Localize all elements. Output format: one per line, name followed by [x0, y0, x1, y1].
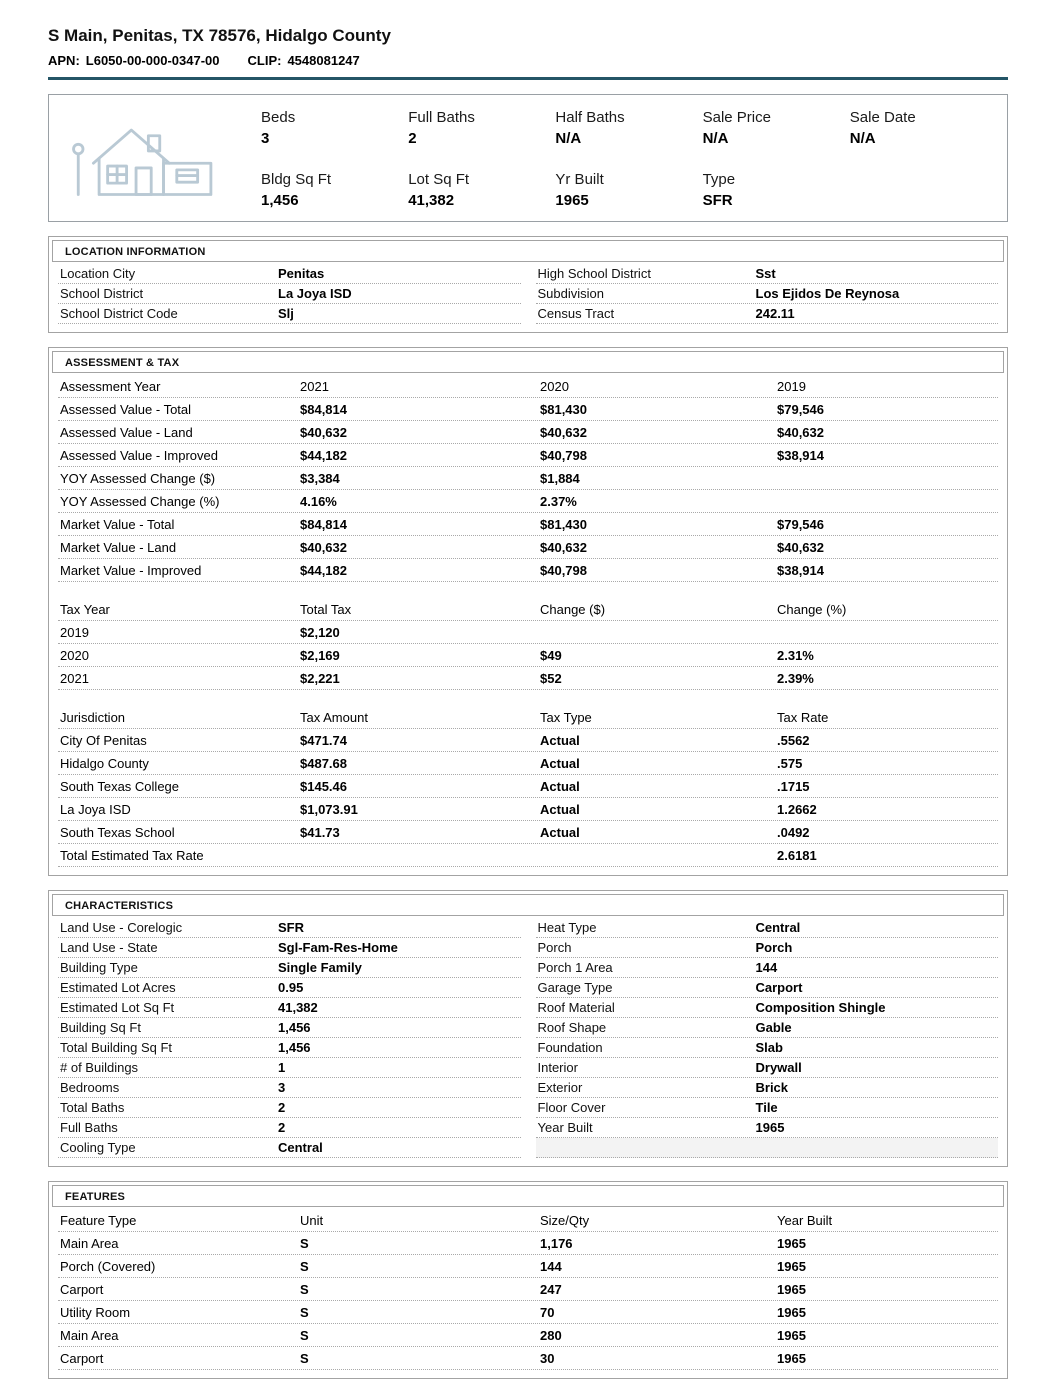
cell-value: $38,914 [777, 447, 824, 463]
house-icon [49, 95, 261, 221]
info-row [536, 918, 999, 938]
field-label: Land Use - State [60, 940, 158, 955]
field-label: Land Use - Corelogic [60, 920, 183, 935]
summary-field-label: Type [702, 171, 736, 188]
summary-field-label: Sale Date [849, 109, 916, 126]
info-row [58, 918, 521, 938]
field-value: Composition Shingle [755, 1000, 886, 1015]
table-row [58, 513, 998, 536]
column-header: Change ($) [540, 601, 606, 617]
info-row [536, 978, 999, 998]
column-header: Unit [300, 1212, 324, 1228]
field-label: Foundation [537, 1040, 603, 1055]
cell-value: $40,798 [540, 447, 587, 463]
table-row [58, 729, 998, 752]
field-value: Sst [755, 266, 776, 281]
table-row [58, 444, 998, 467]
row-label: South Texas School [60, 824, 175, 840]
cell-value: $40,632 [777, 539, 824, 555]
info-row [58, 1038, 521, 1058]
field-label: Full Baths [60, 1120, 118, 1135]
summary-field-label: Sale Price [702, 109, 771, 126]
field-label: High School District [537, 266, 651, 281]
summary-field [555, 171, 702, 209]
field-label: School District [60, 286, 144, 301]
cell-value: $2,169 [300, 647, 340, 663]
cell-value: 30 [540, 1350, 555, 1366]
cell-value: 1965 [777, 1350, 806, 1366]
column-header: Change (%) [777, 601, 847, 617]
row-label: Assessed Value - Improved [60, 447, 218, 463]
table-row [58, 421, 998, 444]
cell-value: $40,632 [540, 424, 587, 440]
info-row [536, 1058, 999, 1078]
field-label: Total Building Sq Ft [60, 1040, 173, 1055]
cell-value: $79,546 [777, 516, 824, 532]
characteristics-section-title: CHARACTERISTICS [52, 894, 1004, 916]
summary-row-1 [261, 109, 997, 147]
features-section-title: FEATURES [52, 1185, 1004, 1207]
table-row [58, 1278, 998, 1301]
location-section-title: LOCATION INFORMATION [52, 240, 1004, 262]
cell-value: $52 [540, 670, 562, 686]
info-row [58, 938, 521, 958]
cell-value: .575 [777, 755, 803, 771]
row-label: 2019 [60, 624, 89, 640]
info-row [536, 1018, 999, 1038]
field-label: Floor Cover [537, 1100, 606, 1115]
row-label: Total Estimated Tax Rate [60, 847, 204, 863]
info-row [58, 264, 521, 284]
info-row [58, 284, 521, 304]
field-value: 3 [278, 1080, 286, 1095]
cell-value: $40,632 [300, 539, 347, 555]
column-header: Total Tax [300, 601, 352, 617]
clip-label: CLIP: [247, 53, 282, 68]
cell-value: $2,120 [300, 624, 340, 640]
info-row [58, 1098, 521, 1118]
row-label: Carport [60, 1281, 104, 1297]
cell-value: Actual [540, 732, 580, 748]
apn-group [48, 53, 220, 68]
cell-value: 2.37% [540, 493, 577, 509]
cell-value: $84,814 [300, 401, 347, 417]
cell-value: $3,384 [300, 470, 340, 486]
column-header: Tax Year [60, 601, 110, 617]
summary-field-value: N/A [555, 130, 582, 147]
table-row [58, 821, 998, 844]
field-value: Slab [755, 1040, 783, 1055]
field-value: Single Family [278, 960, 362, 975]
summary-field-label: Beds [261, 109, 296, 126]
field-value: Sgl-Fam-Res-Home [278, 940, 398, 955]
row-label: Assessed Value - Total [60, 401, 192, 417]
page-title: S Main, Penitas, TX 78576, Hidalgo County [48, 26, 391, 45]
cell-value: $49 [540, 647, 562, 663]
row-label: Main Area [60, 1235, 119, 1251]
summary-field-label: Lot Sq Ft [408, 171, 470, 188]
tax-years-header [58, 598, 998, 621]
summary-field-value: 1,456 [261, 192, 299, 209]
column-header: Feature Type [60, 1212, 137, 1228]
column-header: Year Built [777, 1212, 833, 1228]
field-value: La Joya ISD [278, 286, 352, 301]
field-value: 144 [755, 960, 778, 975]
field-label: Total Baths [60, 1100, 125, 1115]
summary-field-label: Half Baths [555, 109, 625, 126]
cell-value: 1965 [777, 1327, 806, 1343]
field-value: 1 [278, 1060, 286, 1075]
column-header: Assessment Year [60, 378, 161, 394]
summary-field [261, 171, 408, 209]
cell-value: $84,814 [300, 516, 347, 532]
cell-value: $79,546 [777, 401, 824, 417]
field-label: # of Buildings [60, 1060, 139, 1075]
location-right-column [536, 264, 999, 324]
field-label: Subdivision [537, 286, 604, 301]
row-label: Market Value - Total [60, 516, 175, 532]
info-row [58, 1058, 521, 1078]
summary-field [408, 171, 555, 209]
info-row [58, 1118, 521, 1138]
jurisdiction-header [58, 706, 998, 729]
field-value: 1,456 [278, 1020, 311, 1035]
field-value: 2 [278, 1100, 286, 1115]
cell-value: 280 [540, 1327, 562, 1343]
table-row [58, 1324, 998, 1347]
characteristics-left-column [58, 918, 521, 1158]
cell-value: 247 [540, 1281, 562, 1297]
field-label: Location City [60, 266, 136, 281]
row-label: La Joya ISD [60, 801, 131, 817]
field-value: 0.95 [278, 980, 304, 995]
table-row [58, 559, 998, 582]
cell-value: Actual [540, 801, 580, 817]
table-row [58, 752, 998, 775]
cell-value: S [300, 1350, 309, 1366]
field-value: Los Ejidos De Reynosa [755, 286, 900, 301]
table-row [58, 398, 998, 421]
column-header: 2019 [777, 378, 806, 394]
characteristics-section [48, 890, 1008, 1167]
info-row [536, 1098, 999, 1118]
table-row [58, 1347, 998, 1370]
cell-value: 1965 [777, 1235, 806, 1251]
column-header: 2021 [300, 378, 329, 394]
cell-value: Actual [540, 824, 580, 840]
info-row [536, 1078, 999, 1098]
field-label: Garage Type [537, 980, 613, 995]
field-value: 242.11 [755, 306, 795, 321]
column-header: 2020 [540, 378, 569, 394]
row-label: Assessed Value - Land [60, 424, 193, 440]
assessment-section-title: ASSESSMENT & TAX [52, 351, 1004, 373]
cell-value: 70 [540, 1304, 555, 1320]
cell-value: S [300, 1327, 309, 1343]
column-header: Tax Type [540, 709, 592, 725]
summary-field [850, 109, 997, 147]
assessment-tax-section [48, 347, 1008, 876]
summary-field [261, 109, 408, 147]
info-row [536, 1138, 999, 1158]
field-value: Gable [755, 1020, 792, 1035]
cell-value: 2.31% [777, 647, 814, 663]
info-row [58, 1078, 521, 1098]
summary-field-label: Bldg Sq Ft [261, 171, 332, 188]
summary-field-label: Full Baths [408, 109, 475, 126]
column-header: Tax Rate [777, 709, 829, 725]
row-label: Porch (Covered) [60, 1258, 156, 1274]
row-label: Main Area [60, 1327, 119, 1343]
info-row [58, 1138, 521, 1158]
clip-group [248, 53, 360, 68]
info-row [536, 264, 999, 284]
cell-value: $487.68 [300, 755, 347, 771]
apn-clip-line [48, 53, 1008, 68]
cell-value: .5562 [777, 732, 810, 748]
summary-field-value: N/A [702, 130, 729, 147]
row-label: Utility Room [60, 1304, 131, 1320]
table-row [58, 644, 998, 667]
column-header: Tax Amount [300, 709, 368, 725]
summary-field-value: 1965 [555, 192, 589, 209]
info-row [58, 998, 521, 1018]
assessment-values-table [58, 398, 998, 582]
cell-value: $471.74 [300, 732, 347, 748]
tax-table [58, 621, 998, 690]
assessment-years-header [58, 375, 998, 398]
field-label: Cooling Type [60, 1140, 136, 1155]
info-row [58, 1018, 521, 1038]
info-row [536, 938, 999, 958]
cell-value: 144 [540, 1258, 562, 1274]
table-row [58, 490, 998, 513]
table-row [58, 798, 998, 821]
field-value: Tile [755, 1100, 778, 1115]
table-row [58, 1301, 998, 1324]
field-value: Central [755, 920, 801, 935]
cell-value: $81,430 [540, 516, 587, 532]
table-row [58, 536, 998, 559]
row-label: Market Value - Land [60, 539, 177, 555]
row-label: Carport [60, 1350, 104, 1366]
info-row [58, 958, 521, 978]
location-left-column [58, 264, 521, 324]
cell-value: $40,632 [777, 424, 824, 440]
summary-field-value: 2 [408, 130, 417, 147]
cell-value: S [300, 1235, 309, 1251]
table-row [58, 1255, 998, 1278]
table-row [58, 467, 998, 490]
cell-value: $40,632 [300, 424, 347, 440]
field-value: SFR [278, 920, 304, 935]
header-divider [48, 77, 1008, 80]
cell-value: $41.73 [300, 824, 340, 840]
field-value: 2 [278, 1120, 286, 1135]
field-label: Heat Type [537, 920, 597, 935]
summary-field [703, 171, 850, 209]
row-label: YOY Assessed Change (%) [60, 493, 220, 509]
summary-field [703, 109, 850, 147]
field-value: Central [278, 1140, 323, 1155]
row-label: South Texas College [60, 778, 180, 794]
column-header: Size/Qty [540, 1212, 590, 1228]
summary-field-value: 3 [261, 130, 270, 147]
summary-field [408, 109, 555, 147]
field-label: Exterior [537, 1080, 583, 1095]
field-label: Estimated Lot Sq Ft [60, 1000, 175, 1015]
row-label: 2021 [60, 670, 89, 686]
cell-value: Actual [540, 755, 580, 771]
cell-value: $44,182 [300, 562, 347, 578]
cell-value: .0492 [777, 824, 810, 840]
property-summary-box [48, 94, 1008, 222]
field-value: 41,382 [278, 1000, 318, 1015]
cell-value: $44,182 [300, 447, 347, 463]
row-label: Market Value - Improved [60, 562, 202, 578]
field-value: Brick [755, 1080, 789, 1095]
cell-value: 1965 [777, 1258, 806, 1274]
field-label: Year Built [537, 1120, 593, 1135]
summary-field [555, 109, 702, 147]
cell-value: $40,632 [540, 539, 587, 555]
summary-field-label: Yr Built [555, 171, 604, 188]
cell-value: $40,798 [540, 562, 587, 578]
jurisdiction-table [58, 729, 998, 867]
info-row [536, 998, 999, 1018]
cell-value: S [300, 1258, 309, 1274]
field-label: Porch [537, 940, 572, 955]
cell-value: $1,884 [540, 470, 580, 486]
info-row [536, 1118, 999, 1138]
field-label: Interior [537, 1060, 578, 1075]
cell-value: Actual [540, 778, 580, 794]
field-value: Carport [755, 980, 803, 995]
location-information-section [48, 236, 1008, 333]
cell-value: S [300, 1281, 309, 1297]
field-label: Estimated Lot Acres [60, 980, 176, 995]
row-label: 2020 [60, 647, 89, 663]
field-label: Porch 1 Area [537, 960, 613, 975]
cell-value: 1965 [777, 1304, 806, 1320]
field-value: Porch [755, 940, 793, 955]
summary-row-2 [261, 171, 997, 209]
table-row [58, 775, 998, 798]
cell-value: 1.2662 [777, 801, 817, 817]
cell-value: 2.6181 [777, 847, 817, 863]
cell-value: $145.46 [300, 778, 347, 794]
info-row [58, 978, 521, 998]
field-label: Census Tract [537, 306, 615, 321]
cell-value: $1,073.91 [300, 801, 358, 817]
table-row [58, 621, 998, 644]
summary-field-value: SFR [702, 192, 733, 209]
cell-value: 1965 [777, 1281, 806, 1297]
row-label: City Of Penitas [60, 732, 147, 748]
clip-value: 4548081247 [287, 53, 360, 68]
field-label: Building Sq Ft [60, 1020, 141, 1035]
info-row [536, 1038, 999, 1058]
info-row [536, 958, 999, 978]
field-value: 1,456 [278, 1040, 311, 1055]
row-label: YOY Assessed Change ($) [60, 470, 216, 486]
cell-value: 1,176 [540, 1235, 573, 1251]
field-label: Bedrooms [60, 1080, 120, 1095]
features-table [58, 1232, 998, 1370]
table-row [58, 667, 998, 690]
info-row [58, 304, 521, 324]
field-label: Roof Shape [537, 1020, 607, 1035]
row-label: Hidalgo County [60, 755, 149, 771]
table-row [58, 844, 998, 867]
field-value: Penitas [278, 266, 325, 281]
apn-label: APN: [48, 53, 80, 68]
apn-value: L6050-00-000-0347-00 [85, 53, 220, 68]
cell-value: S [300, 1304, 309, 1320]
info-row [536, 284, 999, 304]
field-label: Roof Material [537, 1000, 615, 1015]
field-label: School District Code [60, 306, 178, 321]
cell-value: $38,914 [777, 562, 824, 578]
summary-field-value: 41,382 [408, 192, 455, 209]
cell-value: 4.16% [300, 493, 337, 509]
column-header: Jurisdiction [60, 709, 126, 725]
cell-value: 2.39% [777, 670, 814, 686]
features-section [48, 1181, 1008, 1379]
table-row [58, 1232, 998, 1255]
info-row [536, 304, 999, 324]
cell-value: $2,221 [300, 670, 340, 686]
characteristics-right-column [536, 918, 999, 1158]
field-label: Building Type [60, 960, 138, 975]
field-value: Drywall [755, 1060, 802, 1075]
summary-fields [261, 95, 1007, 221]
field-value: 1965 [755, 1120, 785, 1135]
cell-value: $81,430 [540, 401, 587, 417]
field-value: Slj [278, 306, 294, 321]
summary-field-value: N/A [849, 130, 876, 147]
cell-value: .1715 [777, 778, 810, 794]
features-header [58, 1209, 998, 1232]
